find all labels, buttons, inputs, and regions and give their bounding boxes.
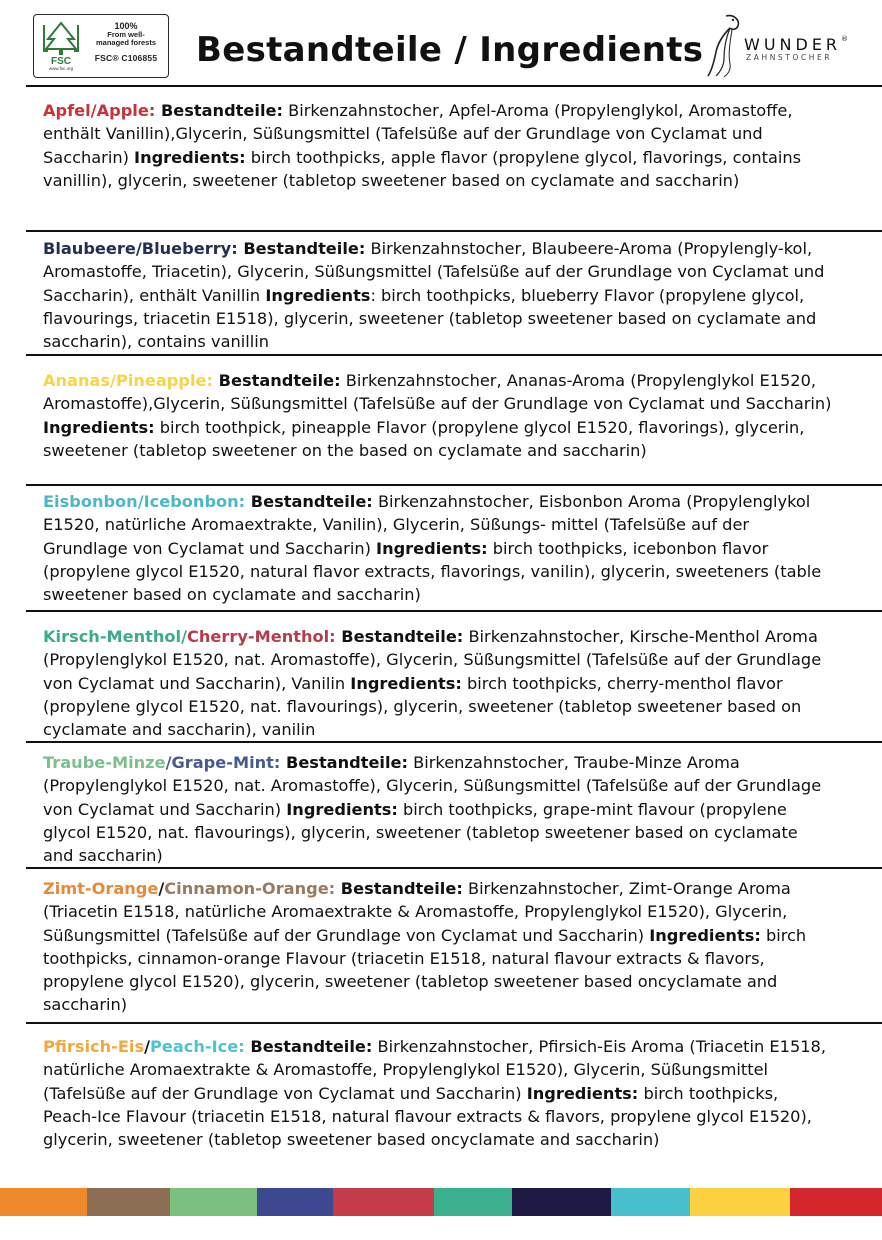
label-bestandteile: Bestandteile: bbox=[335, 627, 464, 646]
fsc-license-code: FSC® C106855 bbox=[94, 53, 158, 63]
brand-name-text: WUNDER bbox=[744, 35, 842, 54]
ingredients-text-en: : birch toothpicks, blueberry Flavor (propylene glycol, flavourings, triacetin E1518), glycerin, sweetener (tabletop sweetener based on cyclamate and saccharin), contains vanillin bbox=[43, 285, 817, 352]
ingredients-text-en: birch toothpicks, grape-mint flavour (propylene glycol E1520, nat. flavourings), glycerin, sweetener (tabletop sweetener based on cyclamate and saccharin) bbox=[43, 799, 798, 866]
brand-subtitle: ZAHNSTOCHER bbox=[746, 53, 833, 62]
flavor-name: Ananas/Pineapple: bbox=[43, 371, 213, 390]
color-stripe-segment bbox=[790, 1188, 882, 1216]
fsc-website: www.fsc.org bbox=[48, 66, 74, 71]
divider bbox=[26, 85, 882, 87]
ingredients-text-de: Birkenzahnstocher, Eisbonbon Aroma (Propylenglykol E1520, natürliche Aromaextrakte, Vanilin), Glycerin, Süßungs- mittel (Tafelsüße auf der Grundlage von Cyclamat und Saccharin) bbox=[43, 492, 811, 558]
label-ingredients: Ingredients bbox=[265, 285, 371, 305]
brand-name bbox=[744, 35, 848, 54]
ingredients-text-en: birch toothpick, pineapple Flavor (propylene glycol E1520, flavorings), glycerin, sweetener (tabletop sweetener on the based on cyclamate and saccharin) bbox=[43, 417, 805, 460]
ingredients-text-de: Birkenzahnstocher, Apfel-Aroma (Propylenglykol, Aromastoffe, enthält Vanillin),Glycerin, Süßungsmittel (Tafelsüße auf der Grundlage von Cyclamat und Saccharin) bbox=[43, 101, 793, 167]
color-stripe-segment bbox=[690, 1188, 790, 1216]
ingredient-entry bbox=[43, 1035, 833, 1151]
ingredient-entry bbox=[43, 751, 833, 867]
flavor-name: / bbox=[158, 879, 165, 898]
fsc-percent: 100% bbox=[114, 21, 138, 31]
color-stripe-segment bbox=[434, 1188, 512, 1216]
ingredients-text-en: birch toothpicks, Peach-Ice Flavour (triacetin E1518, natural flavour extracts & flavors, propylene glycol E1520), glycerin, sweetener (tabletop sweetener based oncyclamate and saccharin) bbox=[43, 1083, 812, 1150]
fsc-line-2: managed forests bbox=[95, 38, 157, 47]
ingredients-text-en: birch toothpicks, cinnamon-orange Flavour (triacetin E1518, natural flavour extracts & flavors, propylene glycol E1520), glycerin, sweetener (tabletop sweetener based oncyclamate and saccharin) bbox=[43, 925, 807, 1015]
fsc-certification-badge bbox=[33, 14, 169, 78]
flavor-name: / bbox=[181, 627, 188, 646]
flavor-name: / bbox=[165, 753, 172, 772]
ingredients-text-de: Birkenzahnstocher, Pfirsich-Eis Aroma (Triacetin E1518, natürliche Aromaextrakte & Aromastoffe, Propylenglykol E1520), Glycerin, Süßungsmittel (Tafelsüße auf der Grundlage von Cyclamat und Saccharin) bbox=[43, 1037, 826, 1103]
label-ingredients: Ingredients: bbox=[376, 538, 488, 558]
label-bestandteile: Bestandteile: bbox=[237, 239, 366, 258]
color-stripe-segment bbox=[87, 1188, 170, 1216]
label-ingredients: Ingredients: bbox=[649, 925, 761, 945]
label-bestandteile: Bestandteile: bbox=[335, 879, 463, 898]
label-bestandteile: Bestandteile: bbox=[280, 753, 408, 772]
label-ingredients: Ingredients: bbox=[526, 1083, 639, 1103]
ingredients-text-de: Birkenzahnstocher, Traube-Minze Aroma (Propylenglykol E1520, nat. Aromastoffe), Glycerin, Süßungsmittel (Tafelsüße auf der Grundlage von Cyclamat und Saccharin) bbox=[43, 753, 822, 819]
flavor-name: Eisbonbon/Icebonbon: bbox=[43, 492, 246, 511]
ingredient-entry bbox=[43, 490, 833, 606]
flavor-name: Apfel/Apple: bbox=[43, 101, 156, 120]
ingredients-text-de: Birkenzahnstocher, Kirsche-Menthol Aroma (Propylenglykol E1520, nat. Aromastoffe), Glycerin, Süßungsmittel (Tafelsüße auf der Grundlage von Cyclamat und Saccharin), Vanilin bbox=[43, 627, 822, 693]
ingredient-entry bbox=[43, 237, 833, 353]
ingredients-text-de: Birkenzahnstocher, Ananas-Aroma (Propylenglykol E1520, Aromastoffe),Glycerin, Süßungsmittel (Tafelsüße auf der Grundlage von Cyclamat und Saccharin) bbox=[43, 371, 832, 414]
divider bbox=[26, 1022, 882, 1024]
bird-logo-icon bbox=[704, 12, 744, 78]
brand-logo bbox=[700, 12, 865, 80]
flavor-name: Traube-Minze bbox=[43, 753, 166, 772]
registered-mark: ® bbox=[841, 35, 849, 43]
ingredients-text-en: birch toothpicks, apple flavor (propylene glycol, flavorings, contains vanillin), glycerin, sweetener (tabletop sweetener based on cyclamate and saccharin) bbox=[43, 147, 802, 190]
ingredient-entry bbox=[43, 369, 833, 462]
page-title: Bestandteile / Ingredients bbox=[196, 30, 704, 70]
fsc-mark-text: FSC bbox=[51, 56, 71, 67]
ingredients-text-de: Birkenzahnstocher, Zimt-Orange Aroma (Triacetin E1518, natürliche Aromaextrakte & Aromastoffe, Propylenglykol E1520), Glycerin, Süßungsmittel (Tafelsüße auf der Grundlage von Cyclamat und Saccharin) bbox=[43, 879, 791, 945]
divider bbox=[26, 484, 882, 486]
page-header bbox=[0, 0, 882, 86]
ingredient-entry bbox=[43, 625, 833, 741]
flavor-name: Pfirsich-Eis bbox=[43, 1037, 145, 1056]
ingredient-entry bbox=[43, 99, 833, 192]
label-bestandteile: Bestandteile: bbox=[244, 1037, 373, 1056]
ingredient-entry bbox=[43, 877, 833, 1017]
label-ingredients: Ingredients: bbox=[350, 673, 462, 693]
color-stripe-segment bbox=[611, 1188, 690, 1216]
label-bestandteile: Bestandteile: bbox=[245, 492, 373, 511]
flavor-name: Grape-Mint: bbox=[171, 753, 281, 772]
ingredients-text-en: birch toothpicks, cherry-menthol flavor (propylene glycol E1520, nat. flavourings), glycerin, sweetener (tabletop sweetener based on cyclamate and saccharin), vanilin bbox=[43, 673, 802, 740]
divider bbox=[26, 610, 882, 612]
flavor-name: Kirsch-Menthol bbox=[43, 627, 182, 646]
fsc-line-1: From well- bbox=[107, 30, 145, 39]
label-ingredients: Ingredients: bbox=[43, 417, 155, 437]
flavor-name: / bbox=[144, 1037, 151, 1056]
color-stripe-segment bbox=[512, 1188, 611, 1216]
color-stripe-segment bbox=[170, 1188, 257, 1216]
flavor-name: Blaubeere/Blueberry: bbox=[43, 239, 238, 258]
label-ingredients: Ingredients: bbox=[286, 799, 398, 819]
flavor-name: Zimt-Orange bbox=[43, 879, 159, 898]
label-bestandteile: Bestandteile: bbox=[213, 371, 341, 390]
label-bestandteile: Bestandteile: bbox=[155, 101, 283, 120]
ingredients-text-de: Birkenzahnstocher, Blaubeere-Aroma (Propylengly-kol, Aromastoffe, Triacetin), Glycerin, Süßungsmittel (Tafelsüße auf der Grundlage von Cyclamat und Saccharin), enthält Vanillin bbox=[43, 239, 825, 305]
color-stripe-segment bbox=[0, 1188, 87, 1216]
flavor-name: Cherry-Menthol: bbox=[187, 627, 336, 646]
ingredients-text-en: birch toothpicks, icebonbon flavor (propylene glycol E1520, natural flavor extracts, flavorings, vanilin), glycerin, sweeteners (table sweetener based on cyclamate and saccharin) bbox=[43, 538, 822, 605]
flavor-name: Peach-Ice: bbox=[150, 1037, 245, 1056]
label-ingredients: Ingredients: bbox=[134, 147, 246, 167]
color-stripe-segment bbox=[257, 1188, 333, 1216]
divider bbox=[26, 230, 882, 232]
fsc-text-block bbox=[86, 21, 166, 63]
fsc-tree-icon bbox=[38, 19, 84, 67]
divider bbox=[26, 354, 882, 356]
flavor-name: Cinnamon-Orange: bbox=[164, 879, 336, 898]
color-stripe-segment bbox=[333, 1188, 434, 1216]
